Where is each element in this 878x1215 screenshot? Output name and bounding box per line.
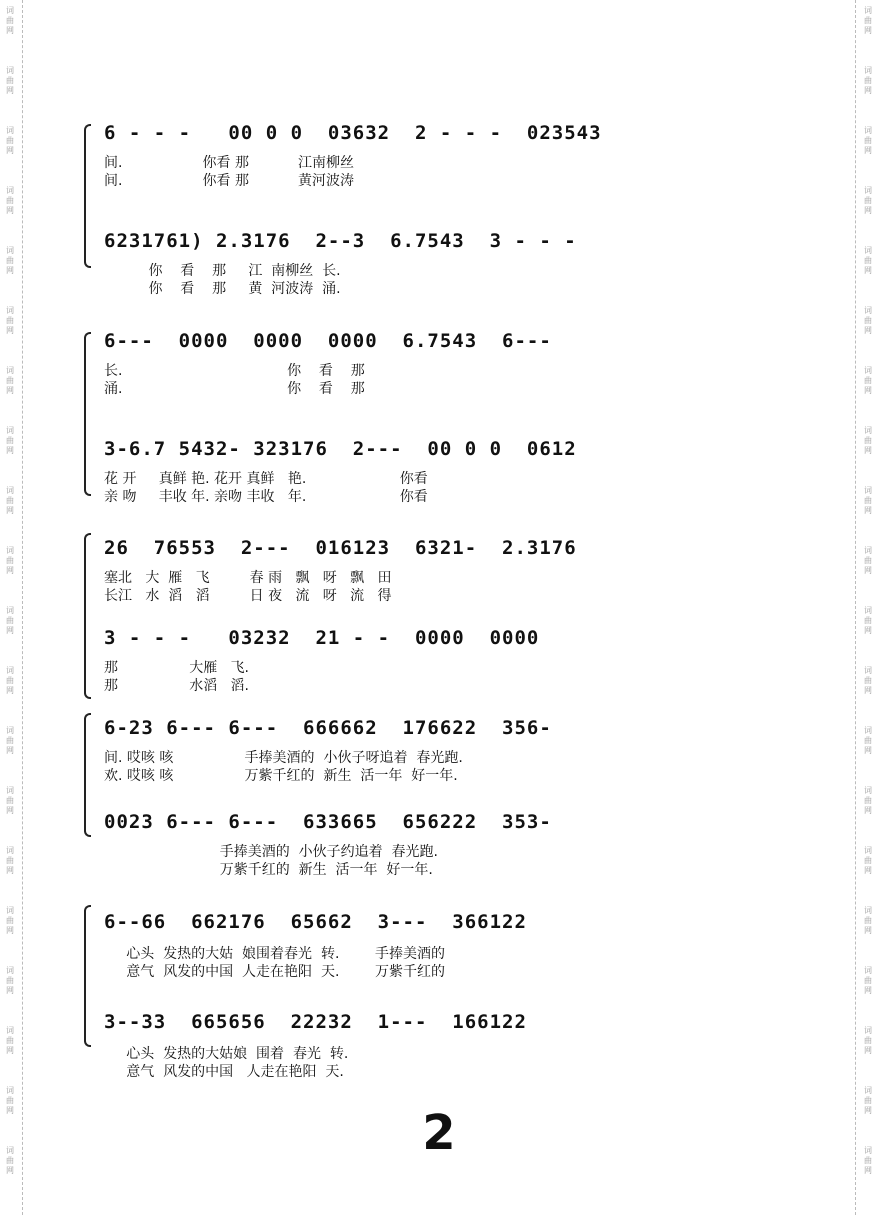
watermark-text: 词 曲 网 xyxy=(864,1026,872,1055)
watermark-text: 词 曲 网 xyxy=(864,1086,872,1115)
watermark-text: 词 曲 网 xyxy=(6,186,14,215)
lyric-line-2: 意气 风发的中国 人走在艳阳 天. 万紫千红的 xyxy=(104,964,446,980)
watermark-text: 词 曲 网 xyxy=(864,126,872,155)
watermark-text: 词 曲 网 xyxy=(6,546,14,575)
lyric-line-1: 长. 你 看 那 xyxy=(104,363,365,379)
score-system-4 xyxy=(90,713,730,878)
score-system-3 xyxy=(90,533,730,703)
lyric-line-2: 涌. 你 看 那 xyxy=(104,381,365,397)
score-system-5 xyxy=(90,905,730,1080)
watermark-text: 词 曲 网 xyxy=(6,666,14,695)
watermark-text: 词 曲 网 xyxy=(6,6,14,35)
watermark-text: 词 曲 网 xyxy=(864,726,872,755)
staff-notes: 6-23 6--- 6--- 666662 176622 356- xyxy=(104,717,552,739)
lyric-line-1: 手捧美酒的 小伙子约追着 春光跑. xyxy=(104,844,438,860)
lyric-line-1: 你 看 那 江 南柳丝 长. xyxy=(104,263,341,279)
watermark-text: 词 曲 网 xyxy=(6,1086,14,1115)
staff-notes: 6--66 662176 65662 3--- 366122 xyxy=(104,911,527,933)
watermark-text: 词 曲 网 xyxy=(864,1146,872,1175)
lyric-line-2: 亲 吻 丰收 年. 亲吻 丰收 年. 你看 xyxy=(104,489,428,505)
staff-notes: 3-6.7 5432- 323176 2--- 00 0 0 0612 xyxy=(104,438,577,460)
lyric-line-1: 花 开 真鲜 艳. 花开 真鲜 艳. 你看 xyxy=(104,471,428,487)
watermark-text: 词 曲 网 xyxy=(864,486,872,515)
watermark-text: 词 曲 网 xyxy=(864,546,872,575)
watermark-text: 词 曲 网 xyxy=(864,6,872,35)
watermark-text: 词 曲 网 xyxy=(6,1146,14,1175)
watermark-text: 词 曲 网 xyxy=(864,426,872,455)
lyric-line-2: 间. 你看 那 黄河波涛 xyxy=(104,173,354,189)
watermark-text: 词 曲 网 xyxy=(864,906,872,935)
watermark-text: 词 曲 网 xyxy=(864,606,872,635)
lyric-line-2: 你 看 那 黄 河波涛 涌. xyxy=(104,281,341,297)
right-margin-watermark-strip xyxy=(855,0,878,1215)
system-brace xyxy=(84,905,91,1047)
lyric-line-2: 万紫千红的 新生 活一年 好一年. xyxy=(104,862,433,878)
staff-notes: 26 76553 2--- 016123 6321- 2.3176 xyxy=(104,537,577,559)
page-number: 2 xyxy=(422,1105,456,1161)
watermark-text: 词 曲 网 xyxy=(6,66,14,95)
lyric-line-2: 欢. 哎咳 咳 万紫千红的 新生 活一年 好一年. xyxy=(104,768,458,784)
watermark-text: 词 曲 网 xyxy=(6,426,14,455)
system-brace xyxy=(84,713,91,837)
watermark-text: 词 曲 网 xyxy=(864,186,872,215)
watermark-text: 词 曲 网 xyxy=(6,846,14,875)
staff-notes: 3--33 665656 22232 1--- 166122 xyxy=(104,1011,527,1033)
lyric-line-1: 间. 你看 那 江南柳丝 xyxy=(104,155,354,171)
score-system-2 xyxy=(90,328,730,503)
score-system-1 xyxy=(90,118,730,297)
system-brace xyxy=(84,332,91,496)
watermark-text: 词 曲 网 xyxy=(864,846,872,875)
lyric-line-1: 塞北 大 雁 飞 春 雨 飘 呀 飘 田 xyxy=(104,570,392,586)
staff-notes: 6 - - - 00 0 0 03632 2 - - - 023543 xyxy=(104,122,602,144)
watermark-text: 词 曲 网 xyxy=(864,366,872,395)
watermark-text: 词 曲 网 xyxy=(6,906,14,935)
lyric-line-2: 意气 风发的中国 人走在艳阳 天. xyxy=(104,1064,344,1080)
watermark-text: 词 曲 网 xyxy=(6,966,14,995)
watermark-text: 词 曲 网 xyxy=(6,786,14,815)
system-brace xyxy=(84,533,91,699)
lyric-line-1: 那 大雁 飞. xyxy=(104,660,250,676)
watermark-text: 词 曲 网 xyxy=(6,1026,14,1055)
staff-notes: 3 - - - 03232 21 - - 0000 0000 xyxy=(104,627,540,649)
watermark-text: 词 曲 网 xyxy=(864,66,872,95)
watermark-text: 词 曲 网 xyxy=(6,246,14,275)
lyric-line-1: 间. 哎咳 咳 手捧美酒的 小伙子呀追着 春光跑. xyxy=(104,750,463,766)
lyric-line-2: 长江 水 滔 滔 日 夜 流 呀 流 得 xyxy=(104,588,392,604)
lyric-line-1: 心头 发热的大姑 娘围着春光 转. 手捧美酒的 xyxy=(104,946,446,962)
left-margin-watermark-strip xyxy=(0,0,23,1215)
staff-notes: 6--- 0000 0000 0000 6.7543 6--- xyxy=(104,330,552,352)
watermark-text: 词 曲 网 xyxy=(6,306,14,335)
watermark-text: 词 曲 网 xyxy=(864,306,872,335)
watermark-text: 词 曲 网 xyxy=(6,486,14,515)
watermark-text: 词 曲 网 xyxy=(6,366,14,395)
watermark-text: 词 曲 网 xyxy=(864,666,872,695)
lyric-line-1: 心头 发热的大姑娘 围着 春光 转. xyxy=(104,1046,349,1062)
watermark-text: 词 曲 网 xyxy=(6,606,14,635)
watermark-text: 词 曲 网 xyxy=(864,966,872,995)
watermark-text: 词 曲 网 xyxy=(864,246,872,275)
watermark-text: 词 曲 网 xyxy=(864,786,872,815)
staff-notes: 0023 6--- 6--- 633665 656222 353- xyxy=(104,811,552,833)
system-brace xyxy=(84,124,91,268)
staff-notes: 6231761) 2.3176 2--3 6.7543 3 - - - xyxy=(104,230,577,252)
lyric-line-2: 那 水滔 滔. xyxy=(104,678,250,694)
watermark-text: 词 曲 网 xyxy=(6,726,14,755)
watermark-text: 词 曲 网 xyxy=(6,126,14,155)
